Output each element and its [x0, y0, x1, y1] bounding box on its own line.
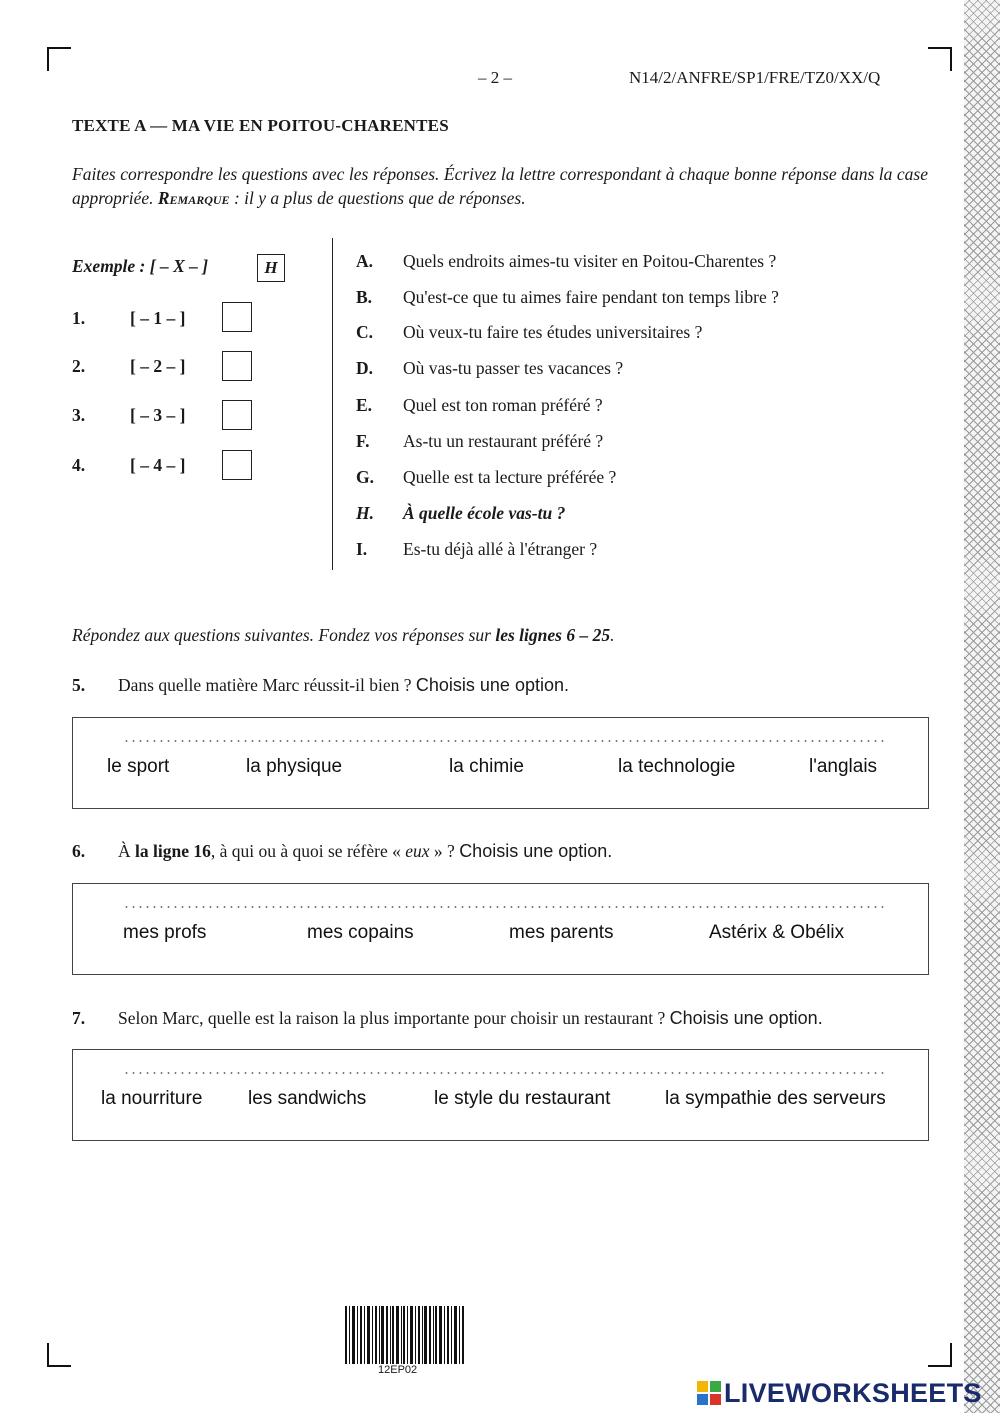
item-number: 4.	[72, 455, 86, 475]
option-letter: D.	[356, 358, 374, 378]
item-label: [ – 2 – ]	[130, 356, 186, 376]
item-number: 1.	[72, 308, 86, 328]
respond-end: .	[610, 625, 615, 645]
answer-box-question-6	[72, 883, 929, 975]
answer-option[interactable]: la nourriture	[101, 1088, 203, 1109]
option-text-example: À quelle école vas-tu ?	[403, 503, 566, 523]
liveworksheets-brand: LIVEWORKSHEETS	[724, 1377, 982, 1408]
answer-option[interactable]: le sport	[107, 756, 170, 777]
question-7-text	[118, 1008, 823, 1029]
instructions	[72, 162, 928, 210]
choose-option-hint: Choisis une option.	[415, 675, 569, 695]
item-number: 3.	[72, 405, 86, 425]
question-quoted-word: eux	[405, 841, 430, 861]
crop-mark-top-right	[928, 47, 952, 71]
example-answer-box: H	[257, 254, 285, 282]
option-text: Quelle est ta lecture préférée ?	[403, 467, 617, 487]
instructions-main: Faites correspondre les questions avec les réponses. Écrivez la lettre correspondant à chaque bonne réponse dans la case appropriée.	[72, 164, 928, 208]
remark-label: Remarque	[157, 188, 230, 208]
crop-mark-bottom-left	[47, 1343, 71, 1367]
question-text-pre: À	[118, 841, 136, 861]
answer-box-4[interactable]	[222, 450, 252, 480]
paper-code: N14/2/ANFRE/SP1/FRE/TZ0/XX/Q	[629, 68, 881, 87]
item-label: [ – 1 – ]	[130, 308, 186, 328]
answer-option[interactable]: la chimie	[449, 756, 524, 777]
option-text: Quels endroits aimes-tu visiter en Poitou-Charentes ?	[403, 251, 777, 271]
answer-box-1[interactable]	[222, 302, 252, 332]
question-6-text	[118, 841, 612, 862]
option-text: Es-tu déjà allé à l'étranger ?	[403, 539, 598, 559]
question-text-post: » ?	[429, 841, 460, 861]
option-text: Où veux-tu faire tes études universitaires ?	[403, 322, 703, 342]
option-letter-example: H.	[356, 503, 374, 523]
barcode-label: 12EP02	[378, 1364, 418, 1376]
option-text: As-tu un restaurant préféré ?	[403, 431, 604, 451]
option-letter: C.	[356, 322, 374, 342]
answer-box-question-7	[72, 1049, 929, 1141]
option-letter: F.	[356, 431, 370, 451]
answer-option[interactable]: l'anglais	[809, 756, 878, 777]
option-text: Qu'est-ce que tu aimes faire pendant ton temps libre ?	[403, 287, 779, 307]
answer-option[interactable]: la sympathie des serveurs	[665, 1088, 886, 1109]
crop-mark-top-left	[47, 47, 71, 71]
crop-mark-bottom-right	[928, 1343, 952, 1367]
answer-box-3[interactable]	[222, 400, 252, 430]
option-letter: I.	[356, 539, 368, 559]
barcode-image	[345, 1306, 465, 1364]
question-line-ref: la ligne 16	[135, 841, 211, 861]
question-number: 6.	[72, 841, 86, 861]
respond-text: Répondez aux questions suivantes. Fondez vos réponses sur	[72, 625, 496, 645]
option-letter: E.	[356, 395, 373, 415]
security-pattern-strip	[964, 0, 1000, 1413]
answer-box-2[interactable]	[222, 351, 252, 381]
option-letter: B.	[356, 287, 373, 307]
question-text: Selon Marc, quelle est la raison la plus importante pour choisir un restaurant ?	[118, 1008, 670, 1028]
answer-option[interactable]: mes copains	[307, 922, 414, 943]
answer-option[interactable]: les sandwichs	[248, 1088, 367, 1109]
item-number: 2.	[72, 356, 86, 376]
answer-dotted-line	[123, 1072, 885, 1074]
remark-text: : il y a plus de questions que de réponses.	[229, 188, 526, 208]
respond-instruction	[72, 625, 614, 646]
item-label: [ – 4 – ]	[130, 455, 186, 475]
option-letter: A.	[356, 251, 374, 271]
choose-option-hint: Choisis une option.	[459, 841, 613, 861]
respond-lines: les lignes 6 – 25	[495, 625, 611, 645]
section-title: TEXTE A — MA VIE EN POITOU-CHARENTES	[72, 116, 449, 135]
question-5-text	[118, 675, 569, 696]
liveworksheets-logo	[697, 1378, 982, 1408]
answer-option[interactable]: Astérix & Obélix	[709, 922, 845, 943]
answer-option[interactable]: la physique	[246, 756, 343, 777]
option-text: Où vas-tu passer tes vacances ?	[403, 358, 624, 378]
option-letter: G.	[356, 467, 374, 487]
answer-dotted-line	[123, 906, 885, 908]
answer-option[interactable]: le style du restaurant	[434, 1088, 611, 1109]
liveworksheets-icon	[697, 1381, 721, 1405]
question-text: Dans quelle matière Marc réussit-il bien ?	[118, 675, 416, 695]
answer-option[interactable]: la technologie	[618, 756, 736, 777]
answer-option[interactable]: mes profs	[123, 922, 207, 943]
column-divider	[332, 238, 333, 570]
option-text: Quel est ton roman préféré ?	[403, 395, 603, 415]
question-number: 7.	[72, 1008, 86, 1028]
question-number: 5.	[72, 675, 86, 695]
answer-dotted-line	[123, 740, 885, 742]
example-label: Exemple : [ – X – ]	[72, 256, 209, 276]
question-text-mid: , à qui ou à quoi se réfère «	[210, 841, 406, 861]
answer-option[interactable]: mes parents	[509, 922, 614, 943]
answer-box-question-5	[72, 717, 929, 809]
choose-option-hint: Choisis une option.	[669, 1008, 823, 1028]
item-label: [ – 3 – ]	[130, 405, 186, 425]
page-number: – 2 –	[478, 68, 512, 87]
